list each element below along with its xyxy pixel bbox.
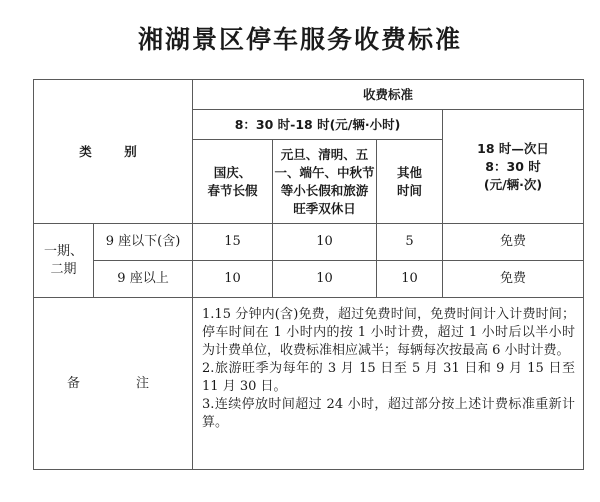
notes-content (193, 298, 584, 470)
fee-standard-header: 收费标准 (193, 80, 584, 110)
table-row (34, 224, 584, 261)
note-item: 2.旅游旺季为每年的 3 月 15 日至 5 月 31 日和 9 月 15 日至 11 月 30 日。 (202, 361, 576, 394)
daytime-header: 8：30 时-18 时(元/辆·小时) (193, 110, 443, 140)
fee-holiday-long: 15 (193, 224, 273, 261)
fee-night: 免费 (443, 224, 584, 261)
note-item: 1.15 分钟内(含)免费，超过免费时间，免费时间计入计费时间；停车时间在 1 小时内的按 1 小时计费，超过 1 小时后以半小时为计费单位，收费标准相应减半；每辆每次按最高 6 小时计费。 (202, 307, 576, 358)
group-label: 一期、 二期 (34, 224, 94, 298)
holiday-long-header: 国庆、 春节长假 (193, 140, 273, 224)
other-time-header: 其他 时间 (377, 140, 443, 224)
fee-holiday-short: 10 (273, 224, 377, 261)
fee-other-time: 10 (377, 261, 443, 298)
holiday-short-header: 元旦、清明、五 一、端午、中秋节 等小长假和旅游 旺季双休日 (273, 140, 377, 224)
fee-holiday-long: 10 (193, 261, 273, 298)
vehicle-type: 9 座以上 (94, 261, 193, 298)
fee-table (33, 79, 584, 470)
notes-label: 备 注 (34, 298, 193, 470)
fee-night: 免费 (443, 261, 584, 298)
night-header: 18 时—次日 8：30 时 (元/辆·次) (443, 110, 584, 224)
page-title: 湘湖景区停车服务收费标准 (137, 25, 462, 54)
fee-other-time: 5 (377, 224, 443, 261)
category-header: 类 别 (34, 80, 193, 224)
fee-holiday-short: 10 (273, 261, 377, 298)
table-row (34, 261, 584, 298)
note-item: 3.连续停放时间超过 24 小时，超过部分按上述计费标准重新计算。 (202, 397, 576, 430)
vehicle-type: 9 座以下(含) (94, 224, 193, 261)
